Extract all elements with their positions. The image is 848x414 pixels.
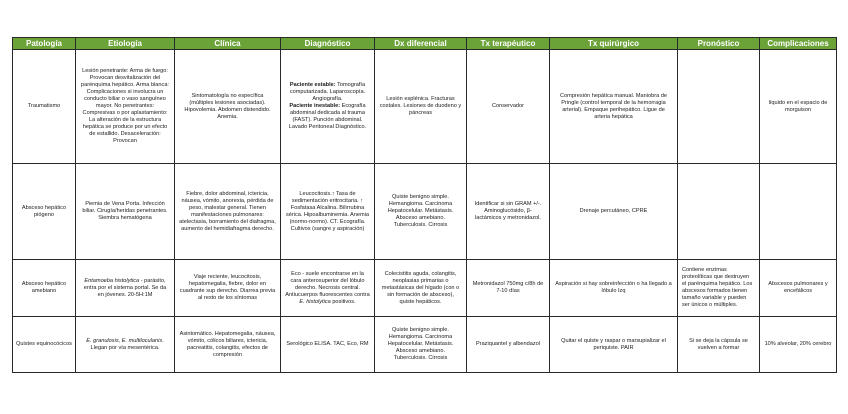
diagnostico-estable-text: Tomografía computarizada. Laparoscopía. Angiografía. (289, 82, 366, 102)
diagnostico-organism: E. histolytica (299, 298, 331, 305)
cell-diagnostico (281, 50, 375, 164)
cell-dx-diferencial: Lesión esplénica. Fracturas costales. Lesiones de duodeno y páncreas (375, 50, 467, 164)
cell-pronostico: Contiene enzimas proteolíticas que destruyen el parénquima hepático. Los abscesos formados tienen tamaño variable y pueden ser únicos o múltiples. (678, 260, 760, 317)
pathology-table-container (12, 37, 836, 373)
etiologia-organism: E. granulosis, E. multiloculanis (86, 337, 163, 344)
etiologia-text: - parásito, entra por el sistema portal. Se da en jóvenes. 20-5H:1M (83, 277, 167, 298)
cell-patologia: Traumatismo (13, 50, 76, 164)
cell-tx-terapeutico: Identificar si sin GRAM +/-. Aminoglucósido, β-lactámicos y metronidazol. (467, 164, 550, 260)
header-tx-terapeutico: Tx terapéutico (467, 38, 550, 50)
cell-complicaciones: líquido en el espacio de morguison (760, 50, 837, 164)
cell-dx-diferencial: Quiste benigno simple. Hemangioma. Carcinoma Hepatocelular. Metástasis. Absceso amebiano. Tuberculosis. Cirrosis (375, 317, 467, 373)
cell-tx-quirurgico: Aspiración si hay sobreinfección o ha llegado a lóbulo Izq (550, 260, 678, 317)
cell-tx-terapeutico: Conservador (467, 50, 550, 164)
header-diagnostico: Diagnóstico (281, 38, 375, 50)
cell-patologia: Absceso hepático piógeno (13, 164, 76, 260)
cell-clinica: Sintomatología no específica (múltiples lesiones asociadas). Hipovolemia. Abdomen distendido. Anemia. (175, 50, 281, 164)
cell-etiologia (76, 317, 175, 373)
cell-diagnostico (281, 260, 375, 317)
etiologia-text: . Llegan por vía mesentérica. (90, 337, 164, 351)
cell-tx-quirurgico: Compresión hepática manual. Maniobra de Pringle (control temporal de la hemorragia arterial). Empaque perihepático. Ligue de arteria hepática (550, 50, 678, 164)
cell-patologia: Quistes equinocócicos (13, 317, 76, 373)
cell-etiologia: Lesión penetrante: Arma de fuego: Provocan desvitalización del parénquima hepático. Arma blanca: Complicaciones si involucra un conducto biliar o vaso sanguíneo mayor. No penetrantes: Compresivas o por aplastamiento: La alteración de la estructura hepática se produce por un efecto de estallido. Desaceleración: Provocan (76, 50, 175, 164)
header-complicaciones: Complicaciones (760, 38, 837, 50)
diagnostico-end: positivos. (330, 298, 356, 305)
cell-tx-terapeutico: Praziquantel y albendazol (467, 317, 550, 373)
table-row-traumatismo (13, 50, 837, 164)
cell-pronostico (678, 50, 760, 164)
diagnostico-estable-label: Paciente estable: (289, 82, 336, 88)
cell-pronostico: Si se deja la cápsula se vuelven a formar (678, 317, 760, 373)
header-patologia: Patología (13, 38, 76, 50)
cell-etiologia: Piemia de Vena Porta. Infección biliar. Cirugía/heridas penetrantes. Siembra hematógena (76, 164, 175, 260)
header-row (13, 38, 837, 50)
etiologia-organism: Entamoeba histolytica (84, 277, 140, 284)
cell-patologia: Absceso hepático amebiano (13, 260, 76, 317)
cell-dx-diferencial: Quiste benigno simple. Hemangioma. Carcinoma Hepatocelular. Metástasis. Absceso amebiano. Tuberculosis. Cirrosis (375, 164, 467, 260)
header-etiologia: Etiología (76, 38, 175, 50)
cell-tx-quirurgico: Drenaje percutáneo, CPRE (550, 164, 678, 260)
diagnostico-text: Eco - suele encontrarse en la cara anterosuperior del lóbulo derecho. Necrosis central. Antiucuerpos fluorescentes contra (285, 270, 370, 298)
table-row-absceso-piogeno (13, 164, 837, 260)
cell-tx-quirurgico: Quitar el quiste y raspar o marsupializar el periquiste. PAIR (550, 317, 678, 373)
cell-clinica: Viaje reciente, leucocitosis, hepatomegalia, fiebre, dolor en cuadrante sup derecho. Diarrea previa al resto de los síntomas (175, 260, 281, 317)
cell-complicaciones: 10% alveolar, 20% cerebro (760, 317, 837, 373)
header-clinica: Clínica (175, 38, 281, 50)
header-pronostico: Pronóstico (678, 38, 760, 50)
liver-pathology-table (12, 37, 837, 373)
diagnostico-inestable-text: Ecografía abdominal dedicada al trauma (FAST). Punción abdominal. Lavado Peritoneal Diagnóstico. (288, 103, 367, 130)
cell-clinica: Fiebre, dolor abdominal, ictericia, náusea, vómito, anorexia, pérdida de peso, malestar general. Tienen manifestaciones pulmonares: atelectasia, borramiento del diafragma, aumento del hemidiafragma derecho. (175, 164, 281, 260)
cell-complicaciones: Abscesos pulmonares y encefálicos (760, 260, 837, 317)
table-row-quistes (13, 317, 837, 373)
cell-diagnostico: Leucocitosis.↑ Tasa de sedimentación eritrocitaria. ↑ Fosfatasa Alcalina. Bilirrubina sérica. Hipoalbuminemia. Anemia (normo-normo). CT. Ecografía. Cultivos (sangre y aspiración) (281, 164, 375, 260)
cell-complicaciones (760, 164, 837, 260)
diagnostico-inestable-label: Paciente inestable: (289, 103, 341, 109)
cell-tx-terapeutico: Metronidazol 750mg c/8h de 7-10 días (467, 260, 550, 317)
cell-pronostico (678, 164, 760, 260)
cell-diagnostico: Serológico ELISA. TAC, Eco, RM (281, 317, 375, 373)
cell-clinica: Asintomático. Hepatomegalia, náusea, vómito, cólicos biliares, ictericia, pacreatitis, colangitis, efectos de compresión (175, 317, 281, 373)
table-row-absceso-amebiano (13, 260, 837, 317)
cell-dx-diferencial: Colecistitis aguda, colangitis, neoplasias primarias o metastásicas del hígado (con o sin formación de absceso), quiste hepáticos. (375, 260, 467, 317)
header-tx-quirurgico: Tx quirúrgico (550, 38, 678, 50)
cell-etiologia (76, 260, 175, 317)
header-dx-diferencial: Dx diferencial (375, 38, 467, 50)
